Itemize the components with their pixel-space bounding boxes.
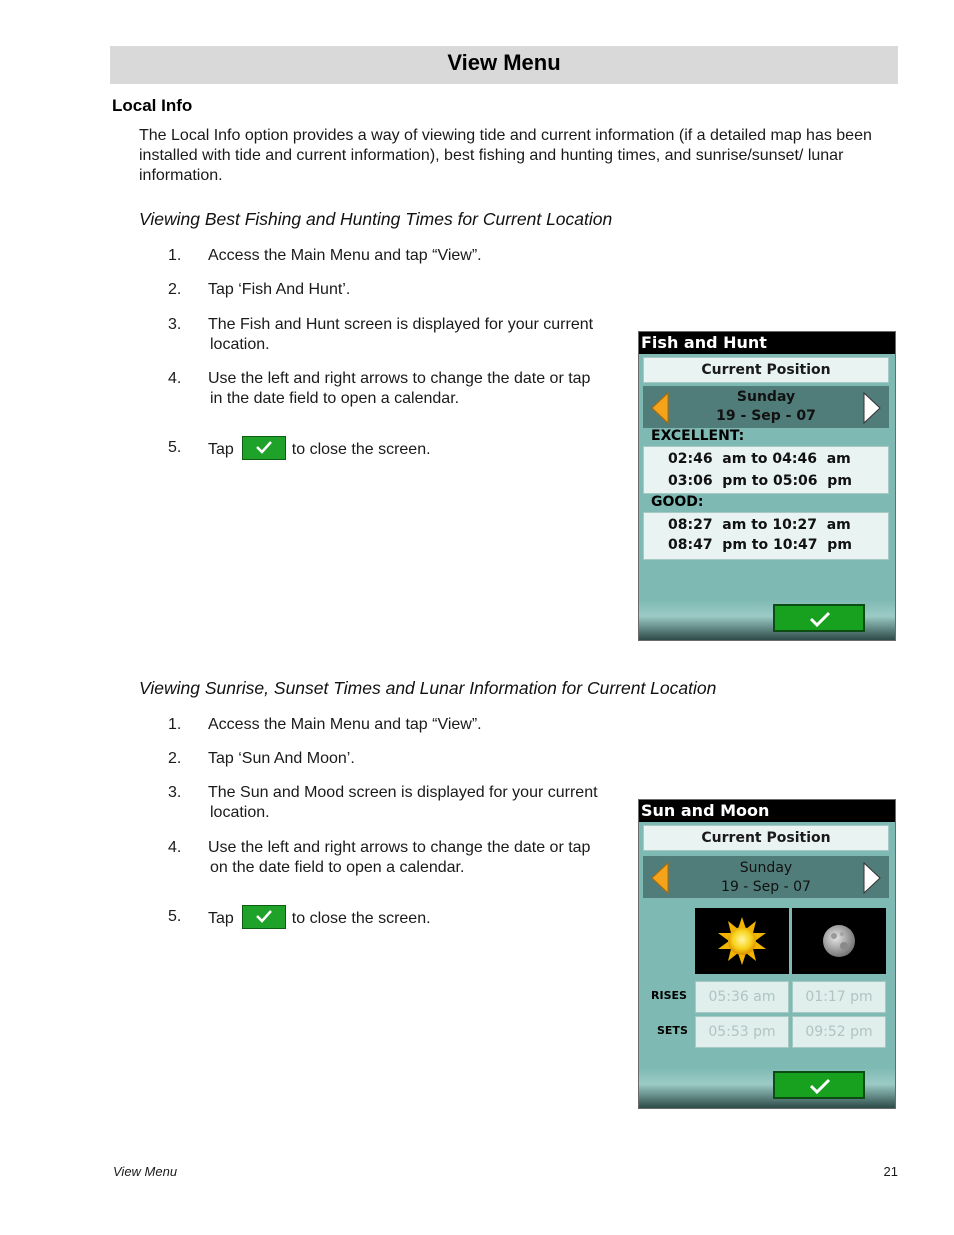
step-text <box>208 838 618 878</box>
check-icon <box>809 1077 831 1095</box>
date-day: Sunday <box>736 389 796 405</box>
step-number: 4. <box>168 370 182 387</box>
footer-section-name: View Menu <box>113 1164 178 1179</box>
good-times-box <box>643 512 889 560</box>
good-label: GOOD: <box>651 494 704 510</box>
step-line: Use the left and right arrows to change the date or tap <box>208 839 591 856</box>
check-icon <box>809 610 831 628</box>
sun-image-box <box>695 908 789 974</box>
date-value: 19 - Sep - 07 <box>721 879 811 895</box>
right-arrow-icon[interactable] <box>863 392 881 424</box>
current-position-field[interactable]: Current Position <box>643 357 889 383</box>
step-line: The Sun and Mood screen is displayed for your current <box>208 784 598 801</box>
step-text: Tap ‘Sun And Moon’. <box>208 750 355 767</box>
time-row: 08:47 pm to 10:47 pm <box>668 537 852 553</box>
step-line: in the date field to open a calendar. <box>210 390 460 407</box>
sets-label: SETS <box>657 1024 688 1037</box>
step-line: location. <box>210 804 270 821</box>
intro-paragraph: The Local Info option provides a way of viewing tide and current information (if a detailed map has been installed with tide and current information), best fishing and hunting times, and sunrise/sunset/ lunar information. <box>139 127 872 184</box>
screen-title: Sun and Moon <box>639 800 895 822</box>
step-number: 4. <box>168 839 182 856</box>
step-number: 3. <box>168 784 182 801</box>
check-button-icon <box>242 436 286 460</box>
step-number: 2. <box>168 281 182 298</box>
excellent-times-box <box>643 446 889 494</box>
step-text: Access the Main Menu and tap “View”. <box>208 716 482 733</box>
fish-hunt-screen <box>638 331 896 641</box>
current-position-field[interactable]: Current Position <box>643 825 889 851</box>
check-button-icon <box>242 905 286 929</box>
step-number: 5. <box>168 908 182 925</box>
sunrise-time: 05:36 am <box>695 981 789 1013</box>
moon-icon <box>792 908 886 974</box>
sun-icon <box>695 908 789 974</box>
page-title-bar <box>110 46 898 84</box>
step-number: 2. <box>168 750 182 767</box>
date-day: Sunday <box>739 860 793 876</box>
step-number: 3. <box>168 316 182 333</box>
page-number: 21 <box>883 1164 898 1179</box>
step-text <box>208 907 618 931</box>
sun-subheading: Viewing Sunrise, Sunset Times and Lunar Information for Current Location <box>139 678 717 698</box>
rises-label: RISES <box>651 989 687 1002</box>
step-line: on the date field to open a calendar. <box>210 859 465 876</box>
step-line: The Fish and Hunt screen is displayed for your current <box>208 316 594 333</box>
sun-moon-screen <box>638 799 896 1109</box>
step-tap: Tap <box>208 910 234 928</box>
fish-subheading: Viewing Best Fishing and Hunting Times for Current Location <box>139 209 613 229</box>
ok-check-button[interactable] <box>773 1071 865 1099</box>
step-line: Use the left and right arrows to change the date or tap <box>208 370 591 387</box>
moonset-time: 09:52 pm <box>792 1016 886 1048</box>
step-number: 1. <box>168 716 182 733</box>
step-number: 1. <box>168 247 182 264</box>
step-text <box>208 369 618 409</box>
date-value: 19 - Sep - 07 <box>716 408 816 424</box>
step-tap: Tap <box>208 441 234 459</box>
ok-check-button[interactable] <box>773 604 865 632</box>
step-text: Tap ‘Fish And Hunt’. <box>208 281 351 298</box>
time-row: 08:27 am to 10:27 am <box>668 517 851 533</box>
time-row: 03:06 pm to 05:06 pm <box>668 473 852 489</box>
step-after: to close the screen. <box>291 910 431 928</box>
step-number: 5. <box>168 439 182 456</box>
date-field[interactable] <box>643 386 889 428</box>
sunset-time: 05:53 pm <box>695 1016 789 1048</box>
moon-image-box <box>792 908 886 974</box>
step-text <box>208 438 618 462</box>
step-text <box>208 315 618 355</box>
step-text: Access the Main Menu and tap “View”. <box>208 247 482 264</box>
step-line: location. <box>210 336 270 353</box>
moonrise-time: 01:17 pm <box>792 981 886 1013</box>
excellent-label: EXCELLENT: <box>651 428 745 444</box>
screen-title: Fish and Hunt <box>639 332 895 354</box>
time-row: 02:46 am to 04:46 am <box>668 451 851 467</box>
right-arrow-icon[interactable] <box>863 862 881 894</box>
section-heading: Local Info <box>112 96 193 115</box>
date-field[interactable] <box>643 856 889 898</box>
page-title: View Menu <box>447 50 561 75</box>
step-after: to close the screen. <box>291 441 431 459</box>
step-text <box>208 783 618 823</box>
